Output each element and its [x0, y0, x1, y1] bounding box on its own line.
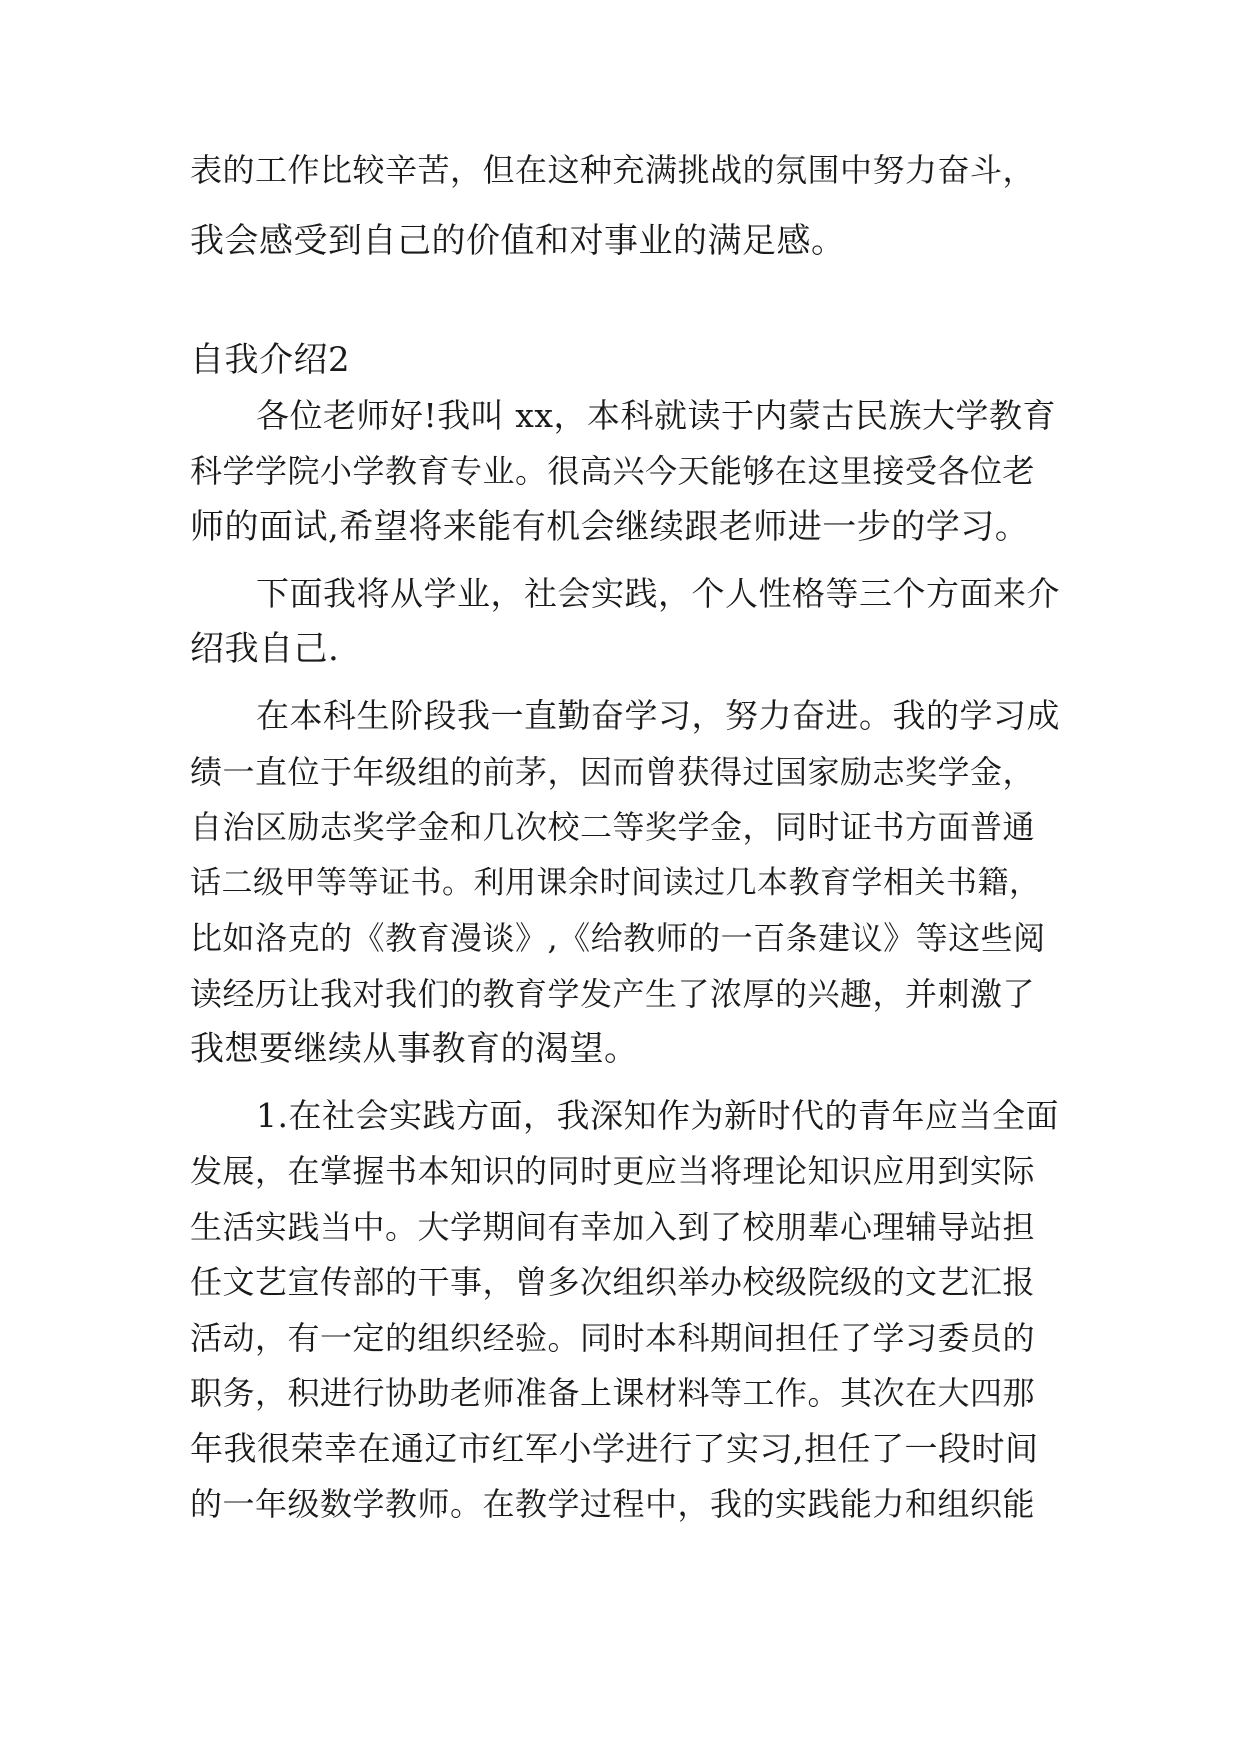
- text-line-12: 比如洛克的《教育漫谈》,《给教师的一百条建议》等这些阅: [190, 919, 1046, 957]
- text-line-20: 职务，积进行协助老师准备上课材料等工作。其次在大四那: [190, 1374, 1036, 1412]
- text-line-18: 任文艺宣传部的干事，曾多次组织举办校级院级的文艺汇报: [190, 1263, 1036, 1301]
- text-line-14: 我想要继续从事教育的渴望。: [190, 1029, 639, 1069]
- text-line-19: 活动，有一定的组织经验。同时本科期间担任了学习委员的: [190, 1319, 1036, 1357]
- text-line-21: 年我很荣幸在通辽市红军小学进行了实习,担任了一段时间: [190, 1429, 1039, 1468]
- text-line-2: 我会感受到自己的价值和对事业的满足感。: [190, 221, 846, 261]
- text-line-6: 下面我将从学业，社会实践，个人性格等三个方面来介: [256, 574, 1060, 613]
- text-line-5: 师的面试,希望将来能有机会继续跟老师进一步的学习。: [190, 507, 1030, 547]
- text-line-9: 绩一直位于年级组的前茅，因而曾获得过国家励志奖学金，: [190, 753, 1036, 791]
- text-line-22: 的一年级数学教师。在教学过程中，我的实践能力和组织能: [190, 1485, 1036, 1523]
- text-line-10: 自治区励志奖学金和几次校二等奖学金，同时证书方面普通: [190, 808, 1036, 846]
- text-line-15: 1.在社会实践方面，我深知作为新时代的青年应当全面: [256, 1096, 1059, 1135]
- text-line-8: 在本科生阶段我一直勤奋学习，努力奋进。我的学习成: [256, 696, 1060, 735]
- text-line-13: 读经历让我对我们的教育学发产生了浓厚的兴趣，并刺激了: [190, 975, 1036, 1013]
- section-heading: 自我介绍2: [190, 340, 351, 380]
- text-line-4: 科学学院小学教育专业。很高兴今天能够在这里接受各位老: [190, 452, 1036, 490]
- text-line-11: 话二级甲等等证书。利用课余时间读过几本教育学相关书籍，: [190, 865, 1041, 901]
- text-line-1: 表的工作比较辛苦，但在这种充满挑战的氛围中努力奋斗，: [190, 151, 1036, 189]
- text-line-17: 生活实践当中。大学期间有幸加入到了校朋辈心理辅导站担: [190, 1208, 1036, 1246]
- text-line-16: 发展，在掌握书本知识的同时更应当将理论知识应用到实际: [190, 1152, 1036, 1190]
- text-line-7: 绍我自己.: [190, 629, 340, 669]
- text-line-3: 各位老师好!我叫 xx，本科就读于内蒙古民族大学教育: [256, 396, 1056, 435]
